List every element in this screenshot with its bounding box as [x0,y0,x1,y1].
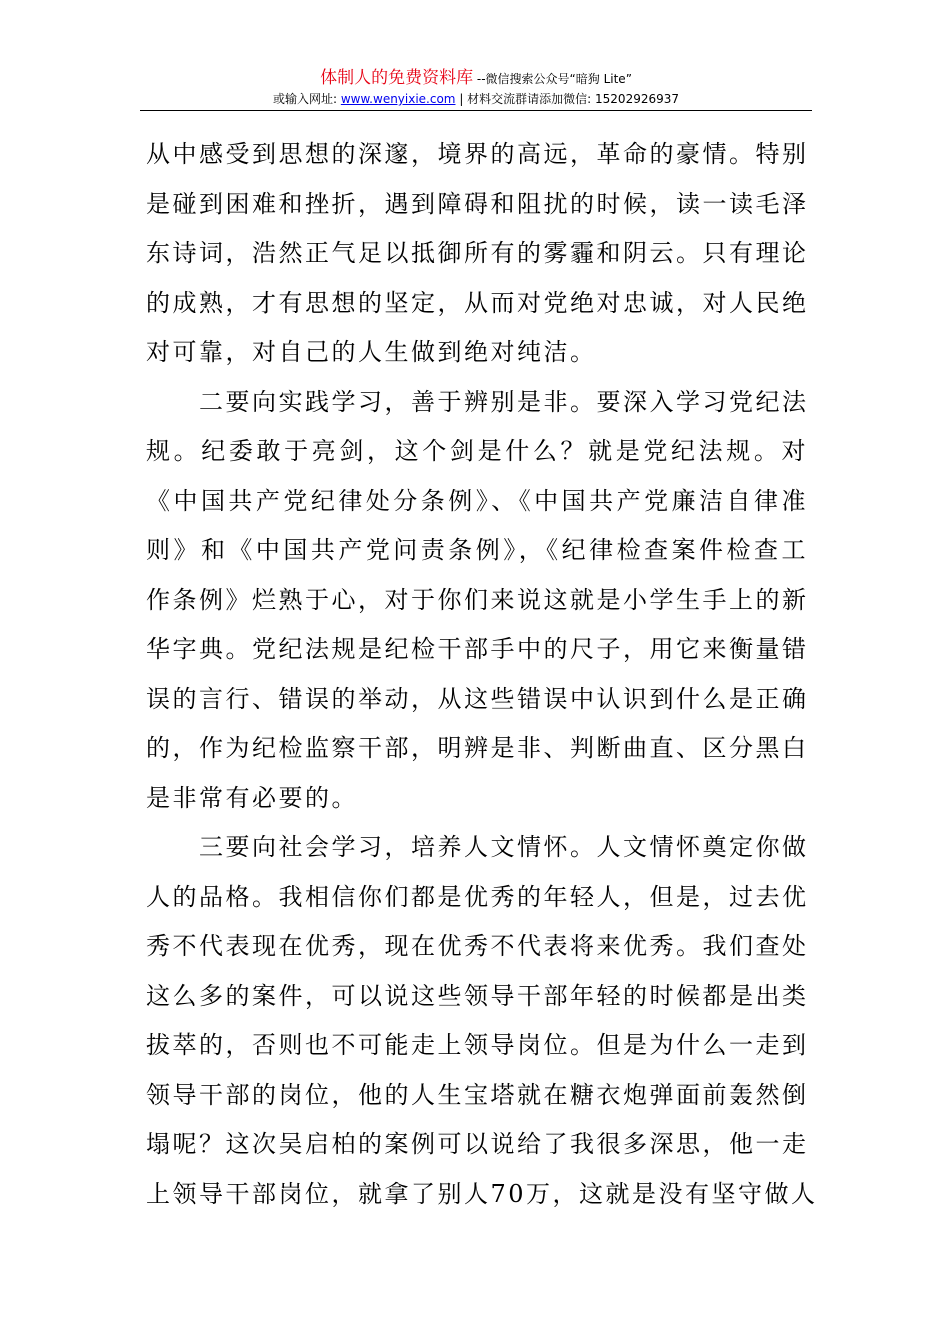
body-line: 的，作为纪检监察干部，明辨是非、判断曲直、区分黑白 [146,734,809,762]
body-line: 东诗词，浩然正气足以抵御所有的雾霾和阴云。只有理论 [146,239,809,267]
body-line: 从中感受到思想的深邃，境界的高远，革命的豪情。特别 [146,140,809,168]
header-url-prefix: 或输入网址: [272,92,341,106]
body-line: 拔萃的，否则也不可能走上领导岗位。但是为什么一走到 [146,1031,809,1059]
body-line: 规。纪委敢于亮剑，这个剑是什么？就是党纪法规。对 [146,437,808,465]
body-line: 是非常有必要的。 [146,783,358,812]
body-line: 《中国共产党纪律处分条例》、《中国共产党廉洁自律准 [146,486,808,515]
body-line: 秀不代表现在优秀，现在优秀不代表将来优秀。我们查处 [146,932,809,960]
body-line: 三要向社会学习，培养人文情怀。人文情怀奠定你做 [146,833,809,861]
body-line: 二要向实践学习，善于辨别是非。要深入学习党纪法 [146,387,809,416]
page-header [140,68,812,108]
header-divider [140,110,812,111]
body-line: 的成熟，才有思想的坚定，从而对党绝对忠诚，对人民绝 [146,288,809,317]
body-line: 这么多的案件，可以说这些领导干部年轻的时候都是出类 [146,981,809,1010]
body-line: 华字典。党纪法规是纪检干部手中的尺子，用它来衡量错 [146,635,809,663]
header-title-line [140,68,812,89]
body-line: 上领导干部岗位，就拿了别人70万，这就是没有坚守做人 [146,1179,818,1208]
document-body [146,130,818,1219]
body-line: 作条例》烂熟于心，对于你们来说这就是小学生手上的新 [146,585,809,614]
header-url-link[interactable]: www.wenyixie.com [340,92,456,106]
body-line: 误的言行、错误的举动，从这些错误中认识到什么是正确 [146,684,809,713]
body-line: 塌呢？这次吴启柏的案例可以说给了我很多深思，他一走 [146,1130,809,1158]
body-line: 领导干部的岗位，他的人生宝塔就在糖衣炮弹面前轰然倒 [146,1080,809,1109]
body-line: 对可靠，对自己的人生做到绝对纯洁。 [146,338,597,366]
header-title: 体制人的免费资料库 [320,68,474,88]
header-subtitle: --微信搜索公众号“暗狗 Lite” [473,72,632,86]
body-line: 是碰到困难和挫折，遇到障碍和阻扰的时候，读一读毛泽 [146,189,809,218]
header-wechat-info: | 材料交流群请添加微信: 15202926937 [455,92,680,106]
body-line: 则》和《中国共产党问责条例》，《纪律检查案件检查工 [146,536,808,564]
header-contact-line [140,90,812,108]
body-line: 人的品格。我相信你们都是优秀的年轻人，但是，过去优 [146,882,809,911]
